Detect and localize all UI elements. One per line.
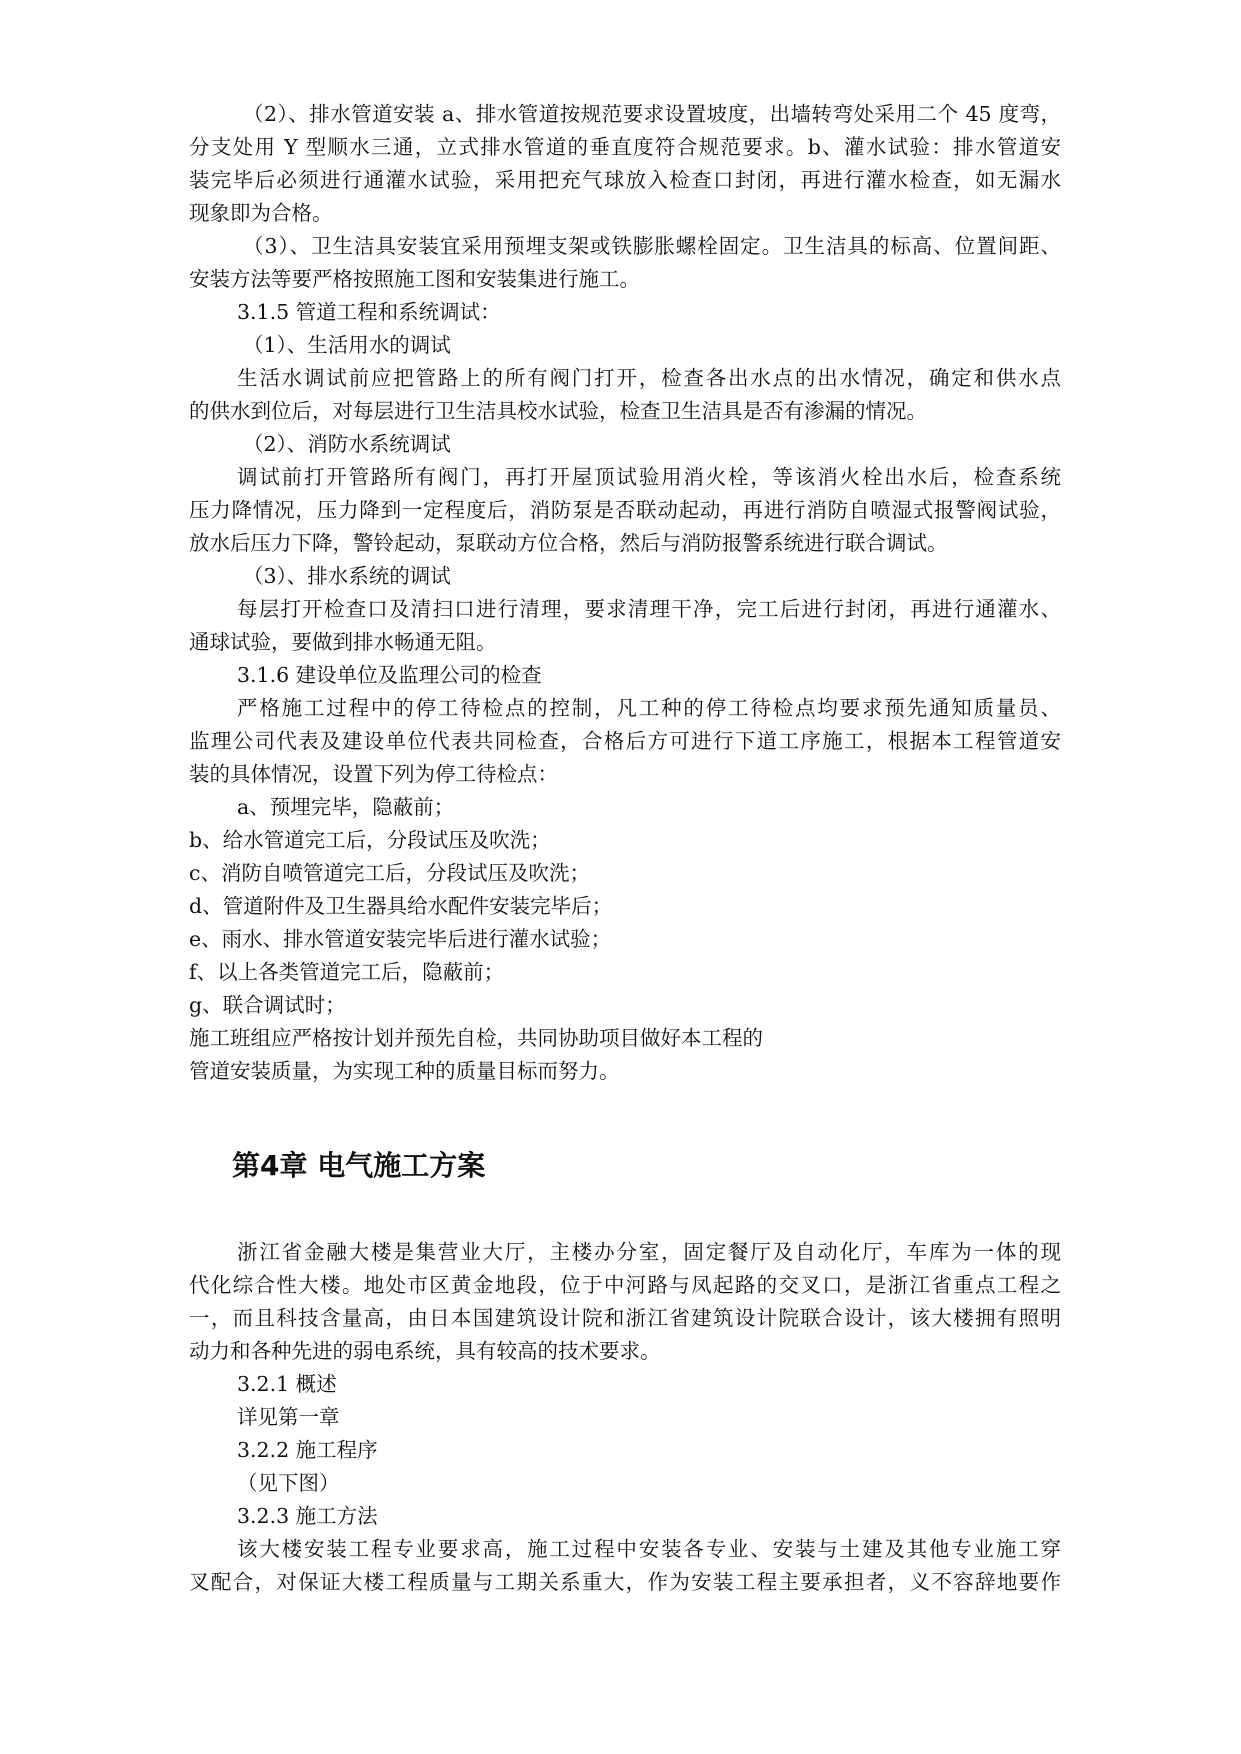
subsection-title: （3）、排水系统的调试: [243, 564, 451, 588]
paragraph-line: 叉配合，对保证大楼工程质量与工期关系重大，作为安装工程主要承担者，义不容辞地要作: [189, 1570, 1061, 1594]
paragraph-line: 管道安装质量，为实现工种的质量目标而努力。: [189, 1059, 620, 1083]
section-heading: 3.2.2 施工程序: [237, 1438, 378, 1462]
section-heading: 3.1.5 管道工程和系统调试：: [237, 300, 501, 324]
paragraph-line: 调试前打开管路所有阀门，再打开屋顶试验用消火栓，等该消火栓出水后，检查系统: [237, 465, 1061, 489]
chapter-title: 第4章 电气施工方案: [232, 1149, 486, 1182]
paragraph-line: 代化综合性大楼。地处市区黄金地段，位于中河路与凤起路的交叉口，是浙江省重点工程之: [189, 1273, 1061, 1297]
paragraph-line: 安装方法等要严格按照施工图和安装集进行施工。: [189, 267, 640, 291]
paragraph-line: 详见第一章: [237, 1405, 340, 1429]
checkpoint-item: d、管道附件及卫生器具给水配件安装完毕后；: [189, 894, 613, 918]
paragraph-line: 装的具体情况，设置下列为停工待检点：: [189, 762, 558, 786]
paragraph-line: 该大楼安装工程专业要求高，施工过程中安装各专业、安装与土建及其他专业施工穿: [237, 1537, 1061, 1561]
subsection-title: （2）、消防水系统调试: [243, 432, 451, 456]
paragraph-line: 放水后压力下降，警铃起动，泵联动方位合格，然后与消防报警系统进行联合调试。: [189, 531, 948, 555]
section-heading: 3.2.3 施工方法: [237, 1504, 378, 1528]
paragraph-line: （见下图）: [237, 1471, 340, 1495]
section-heading: 3.2.1 概述: [237, 1372, 337, 1396]
paragraph-line: 压力降情况，压力降到一定程度后，消防泵是否联动起动，再进行消防自喷湿式报警阀试验，: [189, 498, 1061, 522]
paragraph-line: 的供水到位后，对每层进行卫生洁具校水试验，检查卫生洁具是否有渗漏的情况。: [189, 399, 927, 423]
paragraph-line: （3）、卫生洁具安装宜采用预埋支架或铁膨胀螺栓固定。卫生洁具的标高、位置间距、: [243, 234, 1061, 258]
paragraph-line: 生活水调试前应把管路上的所有阀门打开，检查各出水点的出水情况，确定和供水点: [237, 366, 1061, 390]
paragraph-line: 分支处用 Y 型顺水三通，立式排水管道的垂直度符合规范要求。b、灌水试验：排水管道安: [189, 135, 1061, 159]
checkpoint-item: a、预埋完毕，隐蔽前；: [237, 795, 455, 819]
paragraph-line: 监理公司代表及建设单位代表共同检查，合格后方可进行下道工序施工，根据本工程管道安: [189, 729, 1061, 753]
paragraph-line: 浙江省金融大楼是集营业大厅，主楼办分室，固定餐厅及自动化厅，车库为一体的现: [237, 1240, 1061, 1264]
paragraph-line: 装完毕后必须进行通灌水试验，采用把充气球放入检查口封闭，再进行灌水检查，如无漏水: [189, 168, 1061, 192]
section-heading: 3.1.6 建设单位及监理公司的检查: [237, 663, 542, 687]
paragraph-line: 通球试验，要做到排水畅通无阻。: [189, 630, 497, 654]
paragraph-line: 一，而且科技含量高，由日本国建筑设计院和浙江省建筑设计院联合设计，该大楼拥有照明: [189, 1306, 1061, 1330]
paragraph-line: 严格施工过程中的停工待检点的控制，凡工种的停工待检点均要求预先通知质量员、: [237, 696, 1061, 720]
checkpoint-item: e、雨水、排水管道安装完毕后进行灌水试验；: [189, 927, 612, 951]
paragraph-line: 每层打开检查口及清扫口进行清理，要求清理干净，完工后进行封闭，再进行通灌水、: [237, 597, 1061, 621]
paragraph-line: 施工班组应严格按计划并预先自检，共同协助项目做好本工程的: [189, 1026, 763, 1050]
paragraph-line: 现象即为合格。: [189, 201, 333, 225]
paragraph-line: 动力和各种先进的弱电系统，具有较高的技术要求。: [189, 1339, 661, 1363]
checkpoint-item: g、联合调试时；: [189, 993, 346, 1017]
subsection-title: （1）、生活用水的调试: [243, 333, 451, 357]
paragraph-line: （2）、排水管道安装 a、排水管道按规范要求设置坡度，出墙转弯处采用二个 45 度弯，: [243, 102, 1061, 126]
checkpoint-item: c、消防自喷管道完工后，分段试压及吹洗；: [189, 861, 590, 885]
checkpoint-item: b、给水管道完工后，分段试压及吹洗；: [189, 828, 551, 852]
checkpoint-item: f、以上各类管道完工后，隐蔽前；: [189, 960, 505, 984]
